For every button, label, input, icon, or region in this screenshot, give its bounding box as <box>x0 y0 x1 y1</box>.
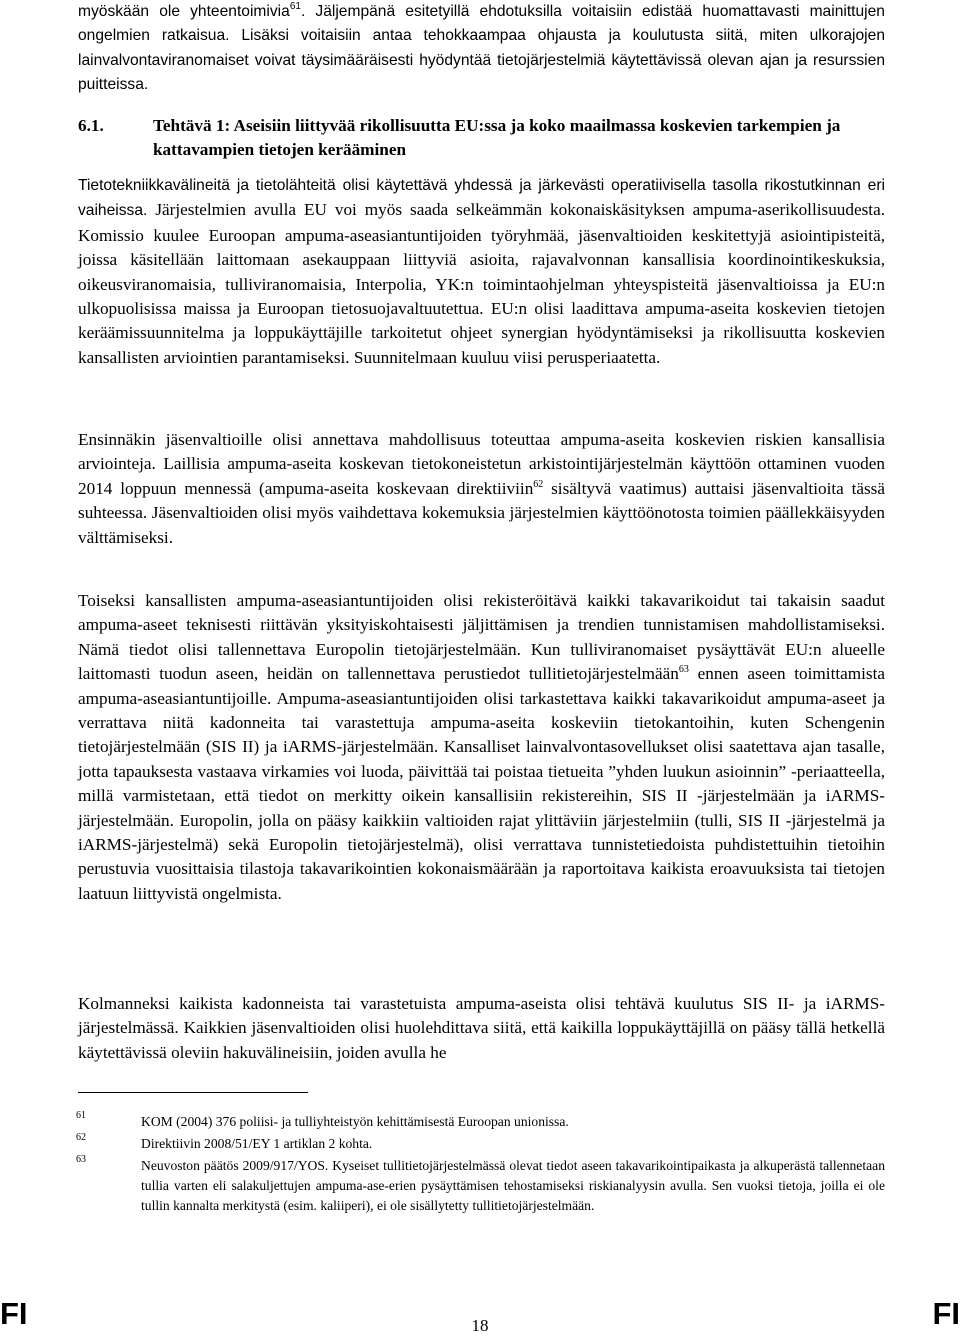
paragraph-1-text: Järjestelmien avulla EU voi myös saada selkeämmän kokonaiskäsityksen ampuma-aserikollisuudesta. Komissio kuulee Euroopan ampuma-aseasiantuntijoiden työryhmää, jäsenvaltioiden keskitettyjä asiointipisteitä, joissa käsitellään laittomaan asekauppaan liittyviä asioita, rajavalvonnan kansallisia koordinointikeskuksia, oikeusviranomaisia, tulliviranomaisia, Interpolia, YK:n toimintaohjelman yhteyspisteitä jäsenvaltioissa ja EU:n ulkopuolisissa maissa ja Euroopan tietosuojavaltuutettua. EU:n olisi laadittava ampuma-aseita koskevien tietojen keräämissuunnitelma ja loppukäyttäjille tarkoitetut ohjeet synergian hyödyntämiseksi ja rikollisuutta koskevien kansallisten arviointien parantamiseksi. Suunnitelmaan kuuluu viisi perusperiaatetta. <box>78 200 885 367</box>
footer-language-right: FI <box>932 1296 960 1331</box>
footnote-ref-62[interactable]: 62 <box>533 478 544 490</box>
section-number: 6.1. <box>78 116 104 135</box>
paragraph-3 <box>78 589 885 906</box>
paragraph-4 <box>78 992 885 1065</box>
footnote-text: KOM (2004) 376 poliisi- ja tulliyhteistyön kehittämisestä Euroopan unionissa. <box>141 1114 569 1129</box>
paragraph-2 <box>78 428 885 550</box>
footer-language-left: FI <box>0 1296 28 1331</box>
paragraph-3-text-1: Toiseksi kansallisten ampuma-aseasiantuntijoiden olisi rekisteröitävä kaikki takavarikoidut tai takaisin saadut ampuma-aseet teknisesti riittävän yksityiskohtaisesti jäljittämisen ja trendien tunnistamisen mahdollistamiseksi. Nämä tiedot olisi tallennettava Europolin tietojärjestelmään. Kun tulliviranomaiset pysäyttävät EU:n alueelle laittomasti tuodun aseen, heidän on tallennettava perustiedot tullitietojärjestelmään <box>78 591 885 684</box>
footnote-ref-61[interactable]: 61 <box>289 1 301 12</box>
footnote-61 <box>78 1112 885 1132</box>
paragraph-3-text-2: ennen aseen toimittamista ampuma-aseasiantuntijoille. Ampuma-aseasiantuntijoiden olisi tarkastettava kaikki takavarikoidut ampuma-aseet ja verrattava niitä kadonneita tai varastettuja ampuma-aseita koskeviin tietokantoihin, kuten Schengenin tietojärjestelmään (SIS II) ja iARMS-järjestelmään. Kansalliset lainvalvontasovellukset olisi saatettava ajan tasalle, jotta tapauksesta vastaava virkamies voi luoda, päivittää tai poistaa tietueita ”yhden luukun asioinnin” -periaatteella, millä varmistetaan, että tiedot on merkitty oikein kansallisiin rekistereihin, SIS II -järjestelmään ja iARMS-järjestelmään. Europolin, jolla on pääsy kaikkiin valtioiden rajat ylittäviin järjestelmiin (tulli, SIS II -järjestelmä ja iARMS-järjestelmä) sekä Europolin tietojärjestelmä), olisi verrattava tunnistetiedoista puhdistettuihin tietoihin perustuvia vuosittaisia tilastoja takavarikointien kokonaismäärään ja raportoitava kaikista eroavuuksista tai tietojen laatuun liittyvistä ongelmista. <box>78 664 885 903</box>
paragraph-2-text-1: Ensinnäkin jäsenvaltioille olisi annettava mahdollisuus toteuttaa ampuma-aseita koskevien riskien kansallisia arviointeja. Laillisia ampuma-aseita koskevan tietokoneistetun arkistointijärjestelmän käyttöön ottaminen vuoden 2014 loppuun mennessä (ampuma-aseita koskevaan direktiiviin <box>78 430 885 498</box>
footnote-mark: 63 <box>76 1154 86 1165</box>
intro-text-2: . Jäljempänä esitetyillä ehdotuksilla voitaisiin edistää huomattavasti mainittujen ongelmien ratkaisua. Lisäksi voitaisiin antaa tehokkaampaa ohjausta ja koulutusta siitä, miten ulkorajojen lainvalvontaviranomaiset voivat täysimääräisesti hyödyntää tietojärjestelmiä käytettävissä olevan ajan ja resurssien puitteissa. <box>78 3 885 94</box>
footnote-separator <box>78 1092 308 1093</box>
paragraph-2-text-2: sisältyvä vaatimus) auttaisi jäsenvaltioita tässä suhteessa. Jäsenvaltioiden olisi myös vaihdettava kokemuksia järjestelmien käyttöönotosta toimien päällekkäisyyden välttämiseksi. <box>78 478 885 547</box>
footnote-63 <box>78 1156 885 1217</box>
section-heading <box>78 114 885 163</box>
section-title: Tehtävä 1: Aseisiin liittyvää rikollisuutta EU:ssa ja koko maailmassa koskevien tarkempien ja kattavampien tietojen kerääminen <box>153 116 841 160</box>
intro-text-1: myöskään ole yhteentoimivia <box>78 3 290 20</box>
paragraph-4-text: Kolmanneksi kaikista kadonneista tai varastetuista ampuma-aseista olisi tehtävä kuulutus SIS II- ja iARMS-järjestelmässä. Kaikkien jäsenvaltioiden olisi huolehdittava siitä, että kaikilla loppukäyttäjillä on pääsy tällä hetkellä käytettävissä oleviin hakuvälineisiin, joiden avulla he <box>78 994 885 1062</box>
footnote-62 <box>78 1134 885 1154</box>
footnote-ref-63[interactable]: 63 <box>678 664 689 676</box>
footnote-mark: 62 <box>76 1132 86 1143</box>
paragraph-1-sans-text: Tietotekniikkavälineitä ja tietolähteitä olisi käytettävä yhdessä ja järkevästi operatiivisella tasolla rikostutkinnan eri vaiheissa. <box>78 177 885 220</box>
page-number: 18 <box>471 1316 489 1335</box>
footnote-mark: 61 <box>76 1110 86 1121</box>
paragraph-1 <box>78 173 885 370</box>
footnote-text: Direktiivin 2008/51/EY 1 artiklan 2 kohta. <box>141 1136 373 1151</box>
intro-paragraph <box>78 0 885 98</box>
footnote-text: Neuvoston päätös 2009/917/YOS. Kyseiset tullitietojärjestelmässä olevat tiedot aseen takavarikointipaikasta ja alkuperästä tallennetaan tullia varten eli salakuljettujen ampuma-ase-erien pysäyttämisen tehostamiseksi riskianalyysin avulla. Sen vuoksi tietoja, joilla ei ole tullin kannalta merkitystä (esim. kaliiperi), ei ole sisällytetty tullitietojärjestelmään. <box>141 1158 885 1214</box>
